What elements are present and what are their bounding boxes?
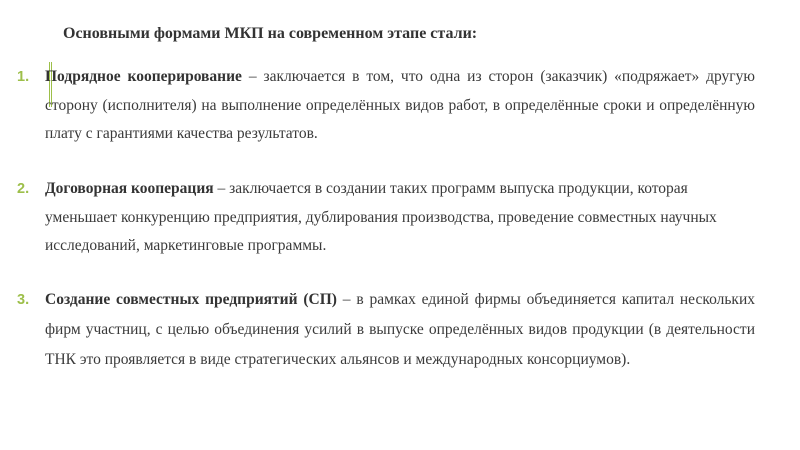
list-item-lead: Создание совместных предприятий (СП) <box>45 291 337 308</box>
list-item-text: – заключается в создании таких программ выпуска продукции, которая уменьшает конкуренцию предприятия, дублирования производства, проведение совместных научных исследований, маркетинговые программы. <box>45 180 717 254</box>
list-item-lead: Договорная кооперация <box>45 180 214 197</box>
list-item-number: 3. <box>17 292 30 308</box>
list-item <box>17 175 755 261</box>
list-item <box>17 285 755 375</box>
slide-title: Основными формами МКП на современном этапе стали: <box>63 25 478 42</box>
list-item <box>17 63 755 149</box>
list-item-number: 2. <box>17 181 30 197</box>
list-item-text: – заключается в том, что одна из сторон (заказчик) «подряжает» другую сторону (исполнителя) на выполнение определённых видов работ, в определённые сроки и определённую плату с гарантиями качества результатов. <box>45 68 755 142</box>
list-item-lead: Подрядное кооперирование <box>45 68 242 85</box>
list-item-number: 1. <box>17 69 30 85</box>
list-item-text: – в рамках единой фирмы объединяется капитал нескольких фирм участниц, с целью объединения усилий в выпуске определённых видов продукции (в деятельности ТНК это проявляется в виде стратегических альянсов и международных консорциумов). <box>45 291 755 368</box>
